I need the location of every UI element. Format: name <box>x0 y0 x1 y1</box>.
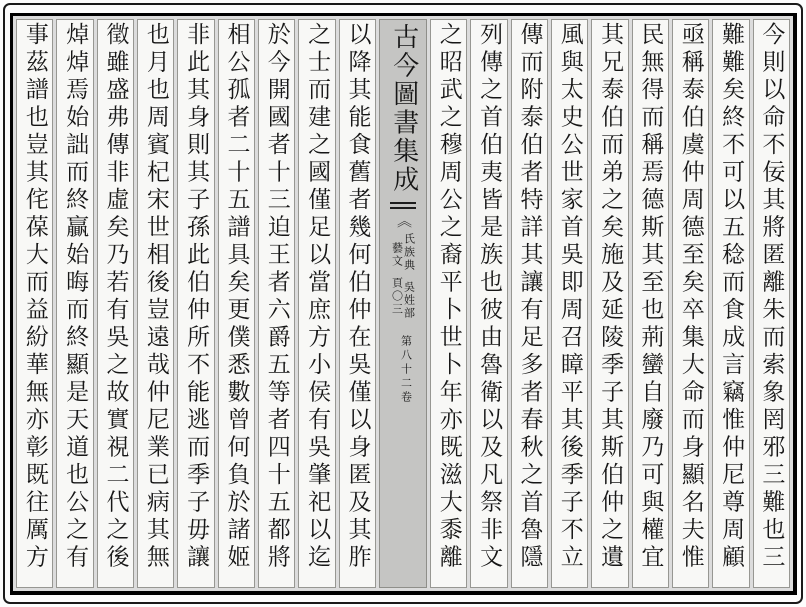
part-label: 吳姓部 <box>402 281 416 320</box>
fishtail-bar <box>390 207 416 209</box>
column-text: 亟稱泰伯虞仲周德至矣卒集大命而身顯名夫惟 <box>677 22 704 572</box>
book-title-text: 古今圖書集成 <box>388 23 419 194</box>
column-text: 難難矣終不可以五稔而食成言竊惟仲尼尊周顧 <box>718 22 745 572</box>
column-text: 非此其身則其子孫此伯仲所不能逃而季子毋讓 <box>183 22 210 572</box>
column-text: 傳而附泰伯者特詳其讓有足多者春秋之首魯隱 <box>516 22 543 572</box>
text-column-l1 <box>339 19 376 588</box>
column-text: 列傳之首伯夷皆是族也彼由魯衛以及凡祭非文 <box>476 22 503 572</box>
fishtail-bar <box>390 202 416 204</box>
text-column-r5 <box>591 19 628 588</box>
volume-label <box>401 335 412 409</box>
text-column-l8 <box>56 19 93 588</box>
column-text: 今則以命不佞其將匿離朱而索象罔邪三難也三 <box>758 22 785 572</box>
gutter-right-subcolumn <box>404 233 415 320</box>
page-number-label: 頁〇三 <box>390 277 404 316</box>
gutter-left-subcolumn <box>392 242 403 320</box>
category-label: 藝文 <box>390 242 404 268</box>
column-text: 事茲譜也豈其侘葆大而益紛華無亦彰既往厲方 <box>21 22 48 572</box>
column-text: 徵雖盛弗傳非虛矣乃若有吳之故實視二代之後 <box>102 22 129 572</box>
column-text: 焯焯焉始詘而終贏始晦而終顯是天道也公之有 <box>62 22 89 572</box>
column-text: 風與太史公世家首吳即周召瞕平其後季子不立 <box>556 22 583 572</box>
page-frame <box>10 13 797 595</box>
text-column-l3 <box>258 19 295 588</box>
text-column-l2 <box>298 19 335 588</box>
text-column-r7 <box>511 19 548 588</box>
text-column-r6 <box>551 19 588 588</box>
text-column-r8 <box>470 19 507 588</box>
column-text: 其兄泰伯而弟之矣施及延陵季子其斯伯仲之遺 <box>597 22 624 572</box>
fishtail-mark <box>380 199 426 228</box>
fishtail-chevron-icon: 《 <box>394 212 413 229</box>
gutter-section-block <box>392 233 415 320</box>
text-column-l7 <box>97 19 134 588</box>
text-column-l6 <box>137 19 174 588</box>
text-column-r1 <box>753 19 790 588</box>
column-text: 民無得而稱焉德斯其至也荊蠻自廢乃可與權宜 <box>637 22 664 572</box>
center-gutter <box>379 19 427 588</box>
column-text: 也月也周賓杞宋世相後豈遠哉仲尼業已病其無 <box>142 22 169 572</box>
column-text: 以降其能食舊者幾何伯仲在吳僅以身匿及其胙 <box>344 22 371 572</box>
section-label: 氏族典 <box>402 233 416 272</box>
column-text: 於今開國者十三迫王者六爵五等者四十五都將 <box>263 22 290 572</box>
volume-text: 第八十二卷 <box>399 335 413 405</box>
text-column-r3 <box>672 19 709 588</box>
book-title <box>388 23 419 198</box>
text-column-l9 <box>16 19 53 588</box>
column-text: 之昭武之穆周公之裔平卜世卜年亦既滋大黍離 <box>435 22 462 572</box>
text-column-l5 <box>177 19 214 588</box>
text-column-r4 <box>632 19 669 588</box>
text-column-r9 <box>430 19 467 588</box>
text-column-r2 <box>712 19 749 588</box>
text-column-l4 <box>218 19 255 588</box>
column-text: 之士而建之國僅足以當庶方小侯有吳肇祀以迄 <box>304 22 331 572</box>
column-text: 相公孤者二十五譜具矣更僕悉數曾何負於諸姬 <box>223 22 250 572</box>
